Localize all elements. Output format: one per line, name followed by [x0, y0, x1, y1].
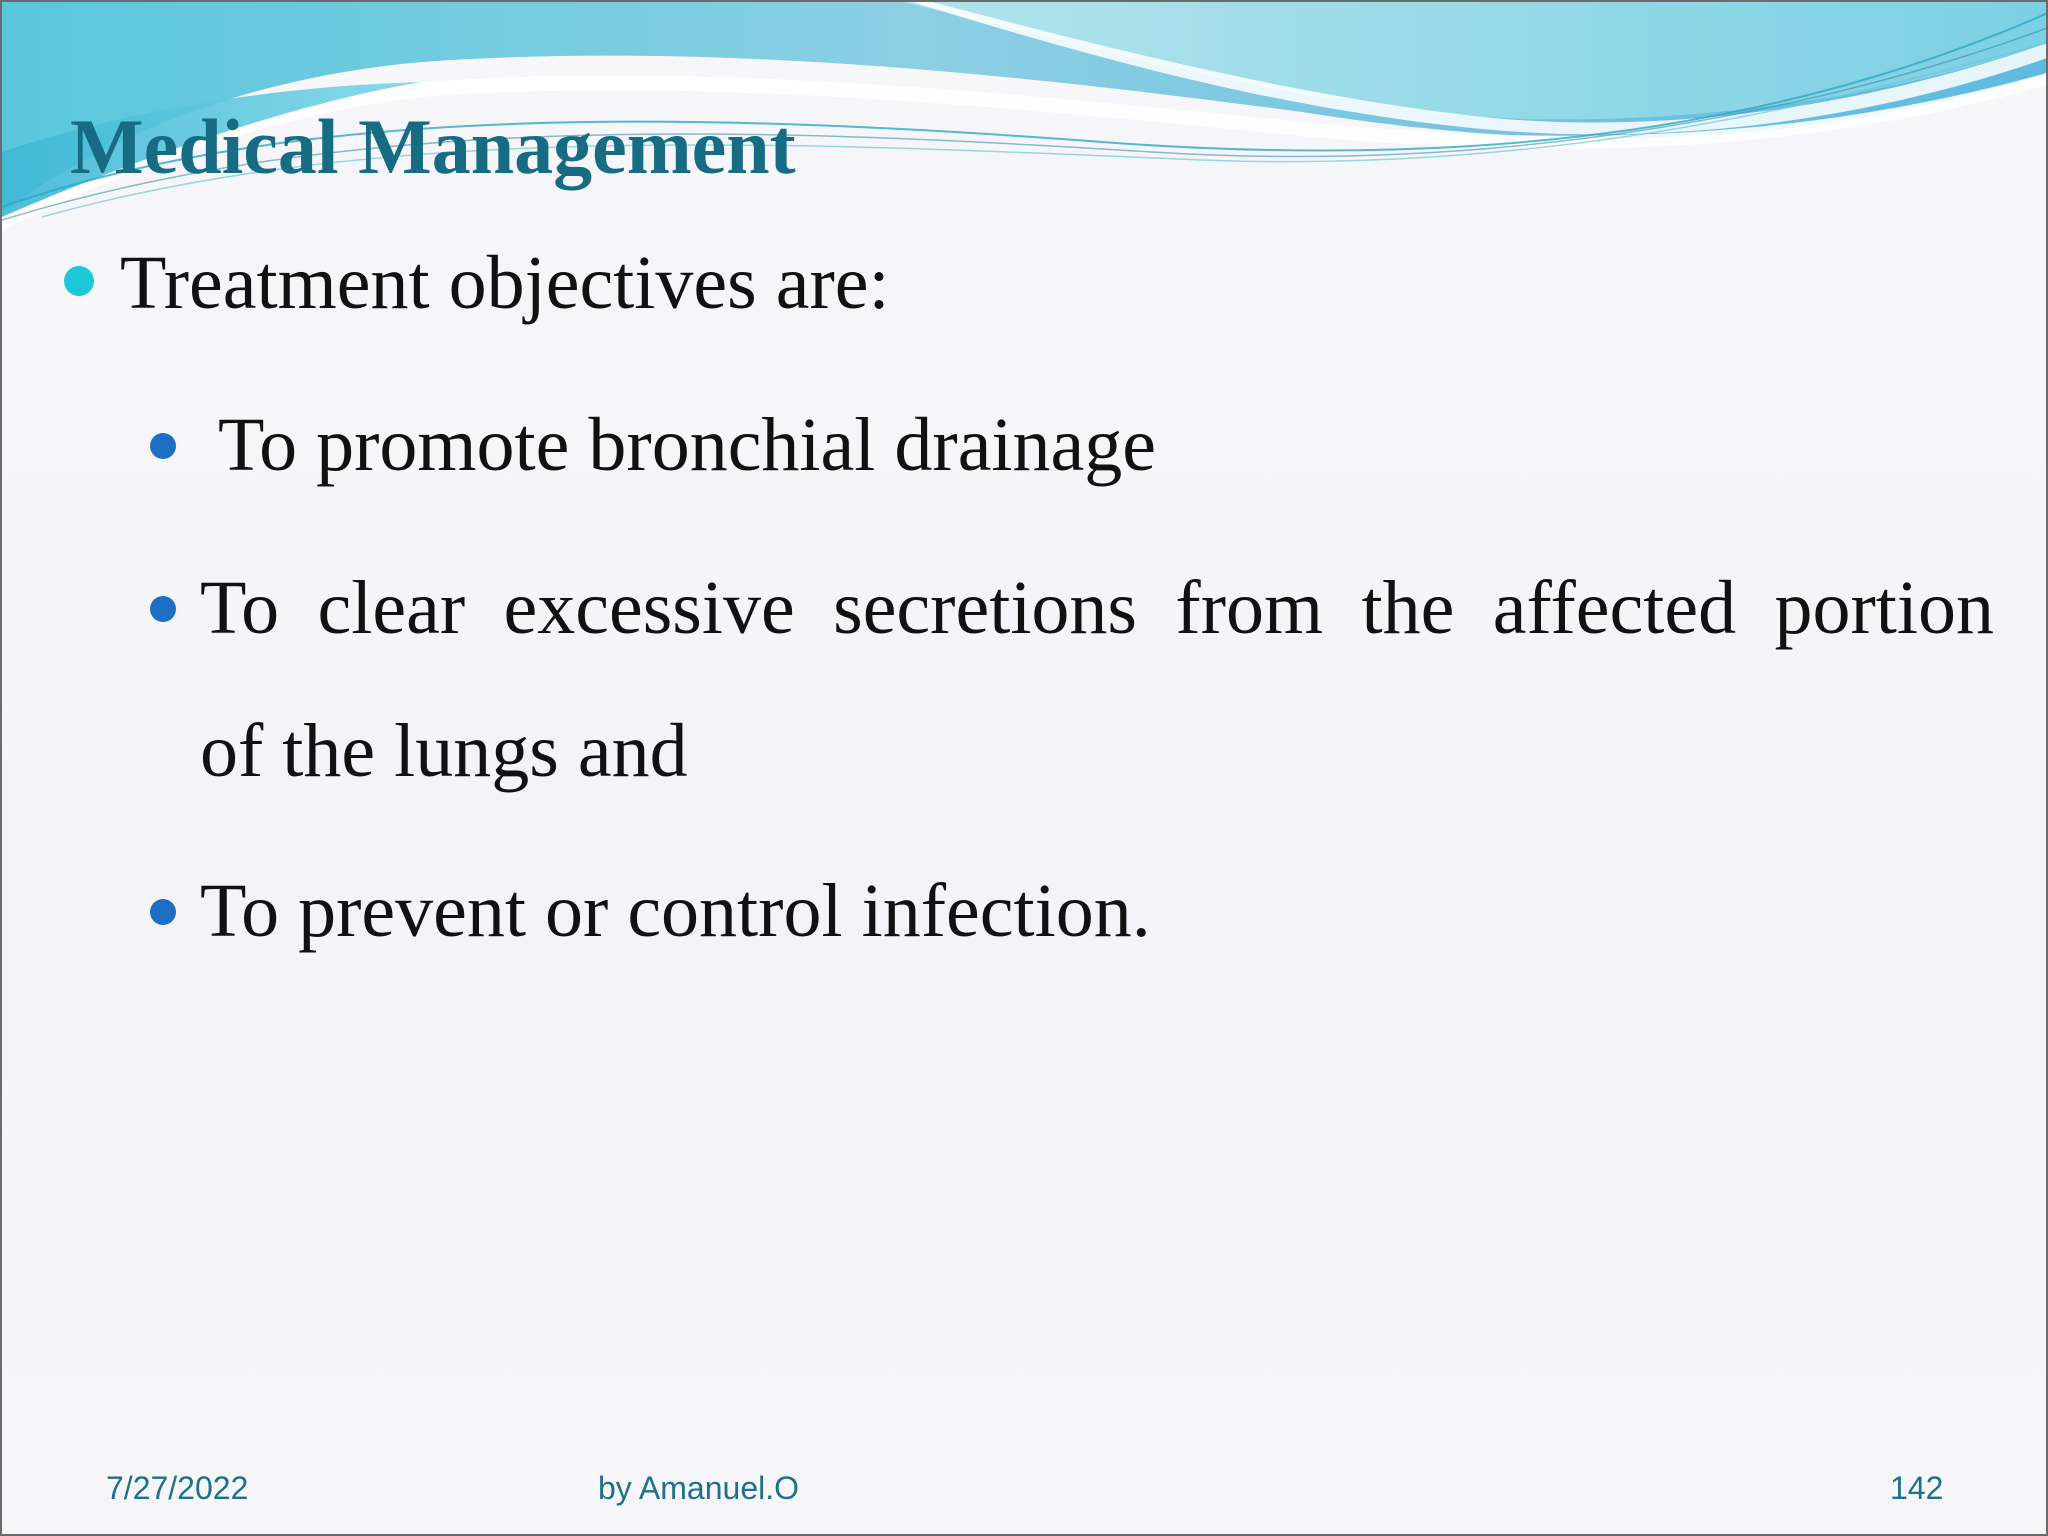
- bullet-dot-level2: [150, 899, 176, 925]
- bullet-text-promote-drainage: To promote bronchial drainage: [218, 403, 1157, 487]
- bullet-dot-level2: [150, 433, 176, 459]
- slide-title: Medical Management: [70, 103, 796, 190]
- footer-date: 7/27/2022: [106, 1470, 249, 1506]
- footer-author: by Amanuel.O: [598, 1470, 799, 1506]
- bullet-text-prevent-infection: To prevent or control infection.: [200, 869, 1151, 953]
- footer-page-number: 142: [1890, 1470, 1944, 1506]
- bullet-text-clear-secretions-line2: of the lungs and: [200, 709, 688, 793]
- bullet-dot-level1: [64, 266, 94, 296]
- bullet-text-clear-secretions-line1: To clear excessive secretions from the affected portion: [200, 566, 1994, 650]
- bullet-dot-level2: [150, 596, 176, 622]
- bullet-text-treatment-objectives: Treatment objectives are:: [120, 241, 890, 325]
